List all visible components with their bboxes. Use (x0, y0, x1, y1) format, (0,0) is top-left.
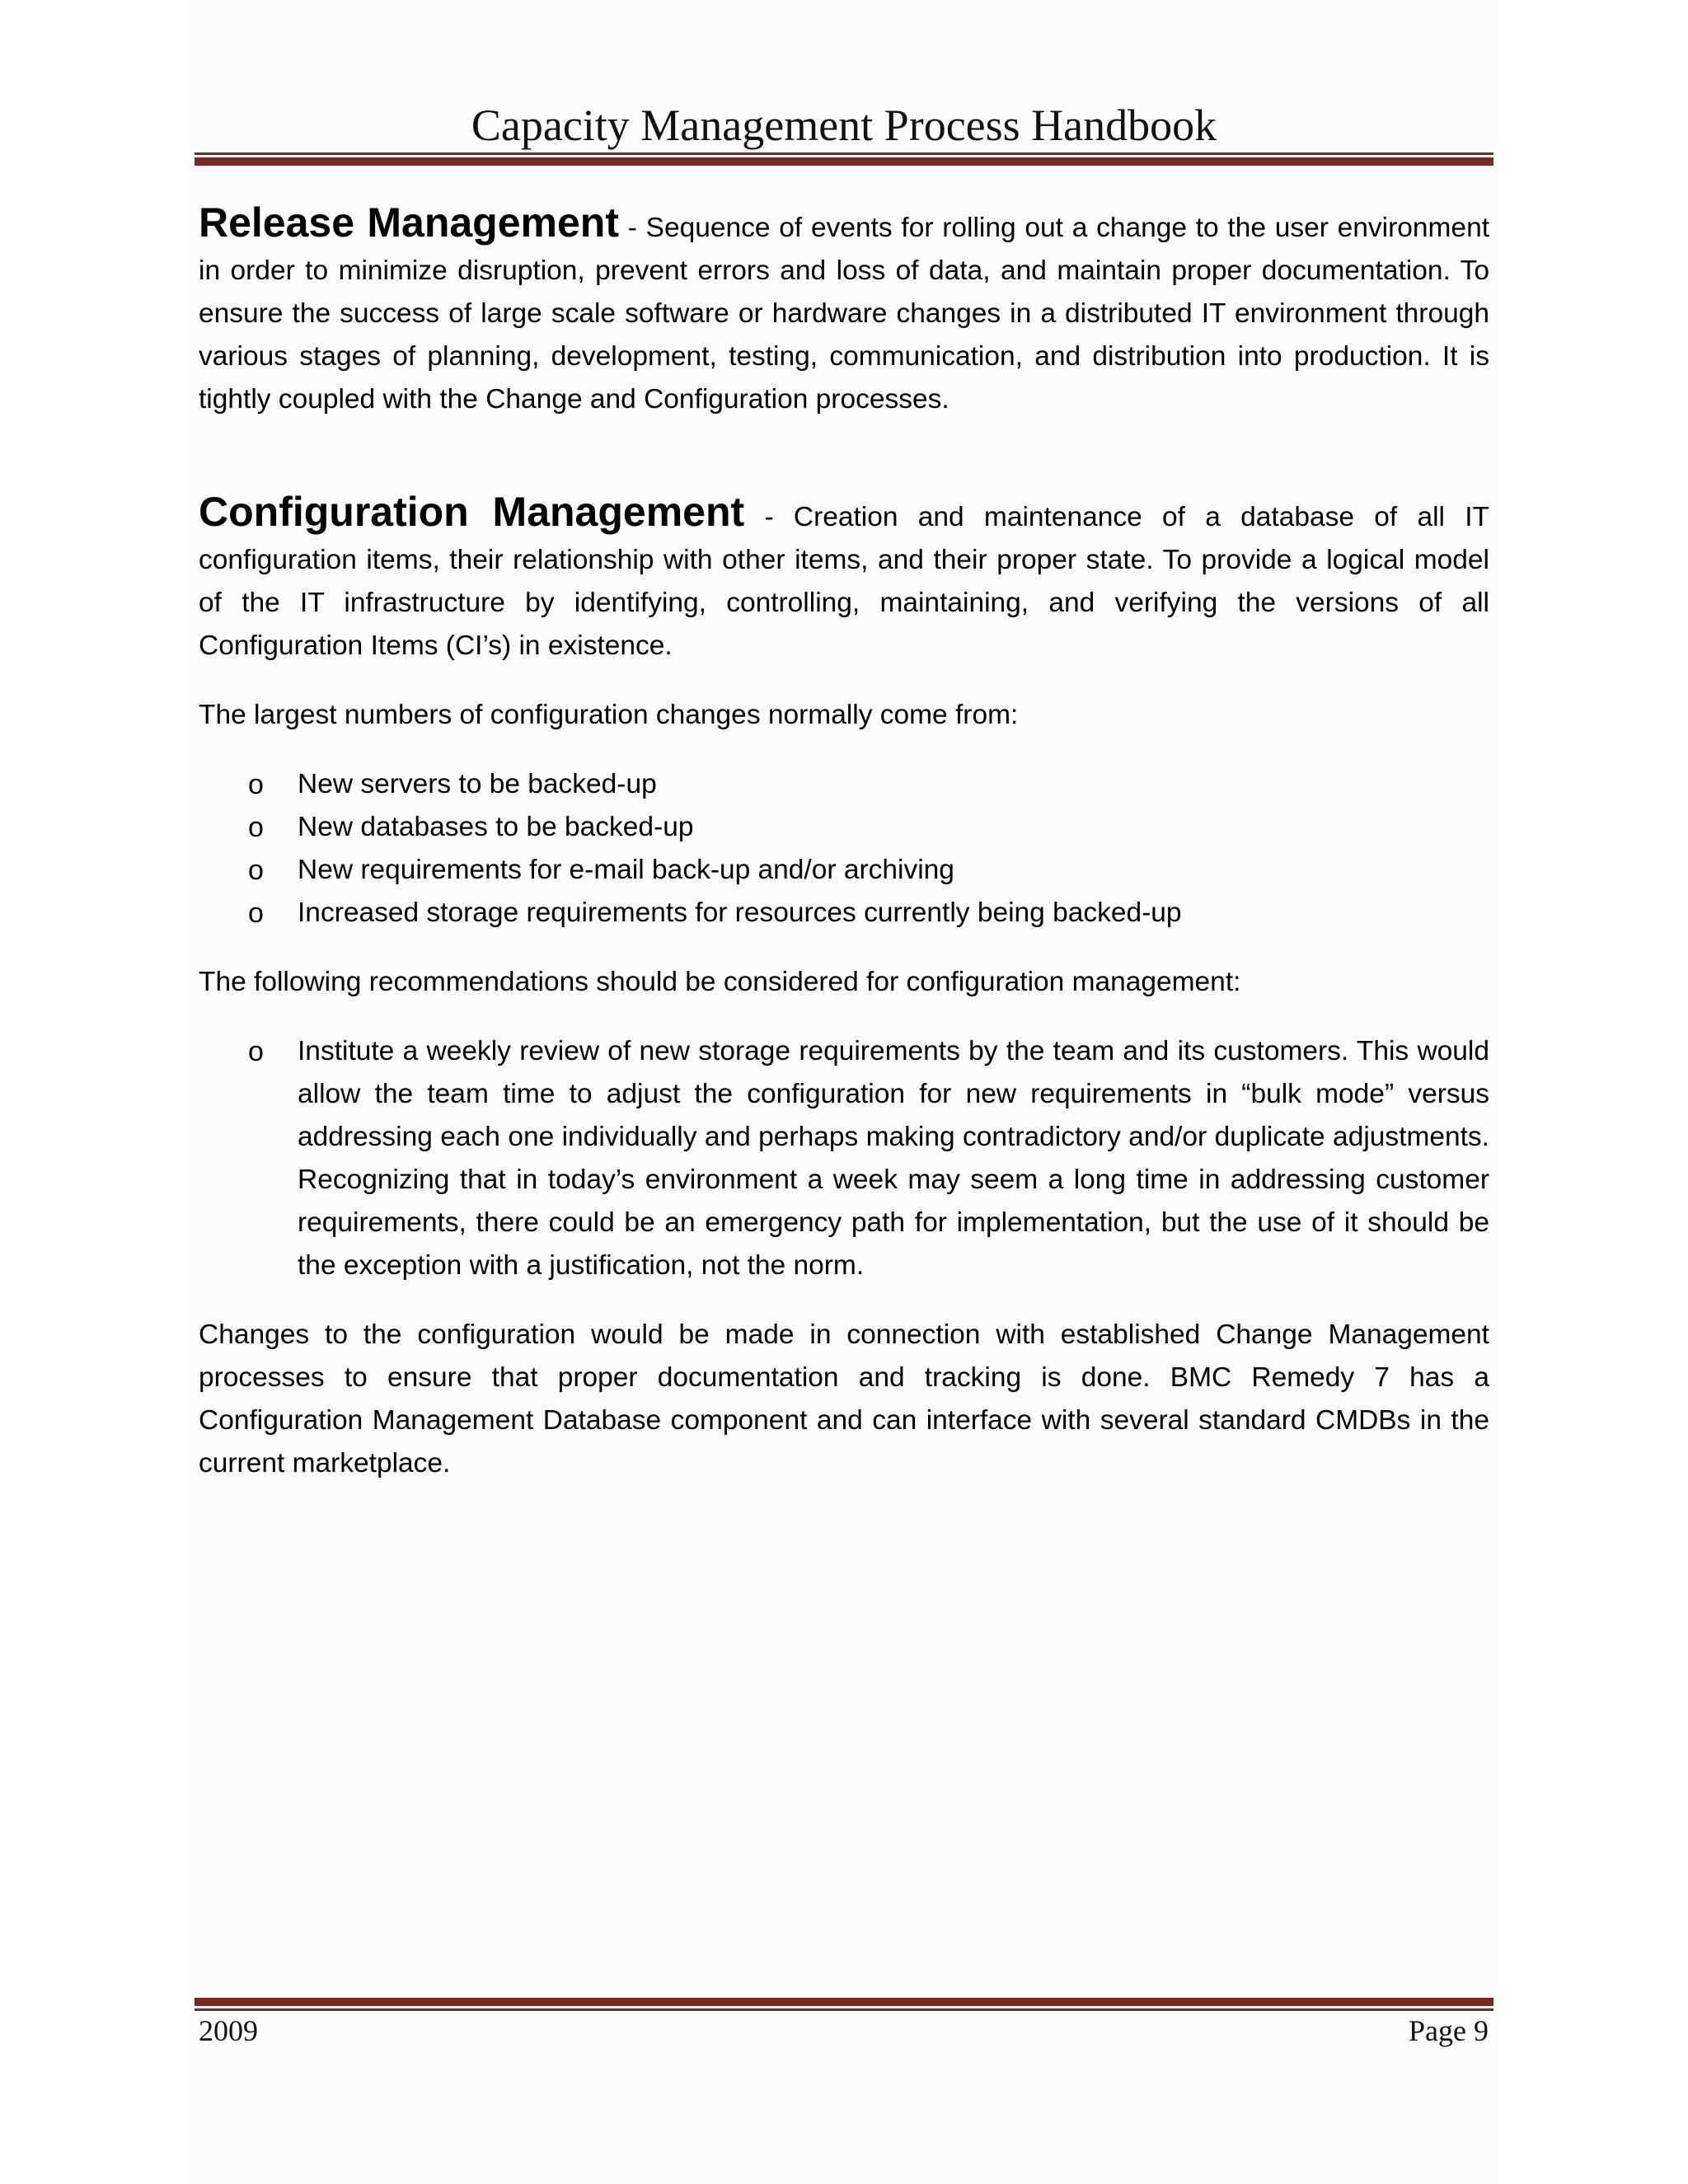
bullet-circle-icon: o (248, 812, 264, 843)
recommendations-list (199, 1030, 1489, 1287)
list-item: o New servers to be backed-up (199, 763, 1489, 806)
footer-year: 2009 (199, 2014, 258, 2047)
bullet-circle-icon: o (248, 855, 264, 886)
bullet-circle-icon: o (248, 769, 264, 800)
configuration-management-paragraph (199, 490, 1489, 668)
configuration-management-text: - Creation and maintenance of a database of all IT configuration items, their relationship with other items, and their proper state. To provide a logical model of the IT infrastructure by identifying, controlling, maintaining, and verifying the versions of all Configuration Items (CI’s) in existence. (199, 502, 1489, 661)
list-item: o New databases to be backed-up (199, 806, 1489, 849)
list-item: o Institute a weekly review of new storage requirements by the team and its customers. This would allow the team time to adjust the configuration for new requirements in “bulk mode” versus addressing each one individually and perhaps making contradictory and/or duplicate adjustments. Recognizing that in today’s environment a week may seem a long time in addressing customer requirements, there could be an emergency path for implementation, but the use of it should be the exception with a justification, not the norm. (199, 1030, 1489, 1287)
changes-list (199, 763, 1489, 935)
page-header-title: Capacity Management Process Handbook (471, 101, 1217, 150)
footer-rule-thick (195, 1998, 1493, 2006)
configuration-management-heading: Configuration Management (199, 489, 745, 535)
document-body (199, 201, 1489, 1485)
header-rule-thick (195, 157, 1493, 166)
bullet-circle-icon: o (248, 1036, 264, 1067)
list-item: o New requirements for e-mail back-up and/or archiving (199, 849, 1489, 892)
release-management-heading: Release Management (199, 199, 619, 246)
footer-rule-thin (195, 2008, 1493, 2011)
list-item: o Increased storage requirements for resources currently being backed-up (199, 892, 1489, 935)
release-management-paragraph (199, 201, 1489, 421)
section-spacer (199, 421, 1489, 490)
bullet-circle-icon: o (248, 898, 264, 929)
footer-page-number: Page 9 (1409, 2014, 1489, 2047)
release-management-text: - Sequence of events for rolling out a change to the user environment in order to minimize disruption, prevent errors and loss of data, and maintain proper documentation. To ensure the success of large scale software or hardware changes in a distributed IT environment through various stages of planning, development, testing, communication, and distribution into production. It is tightly coupled with the Change and Configuration processes. (199, 213, 1490, 415)
recommendations-intro: The following recommendations should be considered for configuration management: (199, 967, 1241, 997)
closing-paragraph: Changes to the configuration would be made in connection with established Change Management processes to ensure that proper documentation and tracking is done. BMC Remedy 7 has a Configuration Management Database component and can interface with several standard CMDBs in the current marketplace. (199, 1319, 1489, 1479)
header-rule-thin (195, 152, 1493, 155)
changes-intro: The largest numbers of configuration changes normally come from: (199, 700, 1019, 730)
